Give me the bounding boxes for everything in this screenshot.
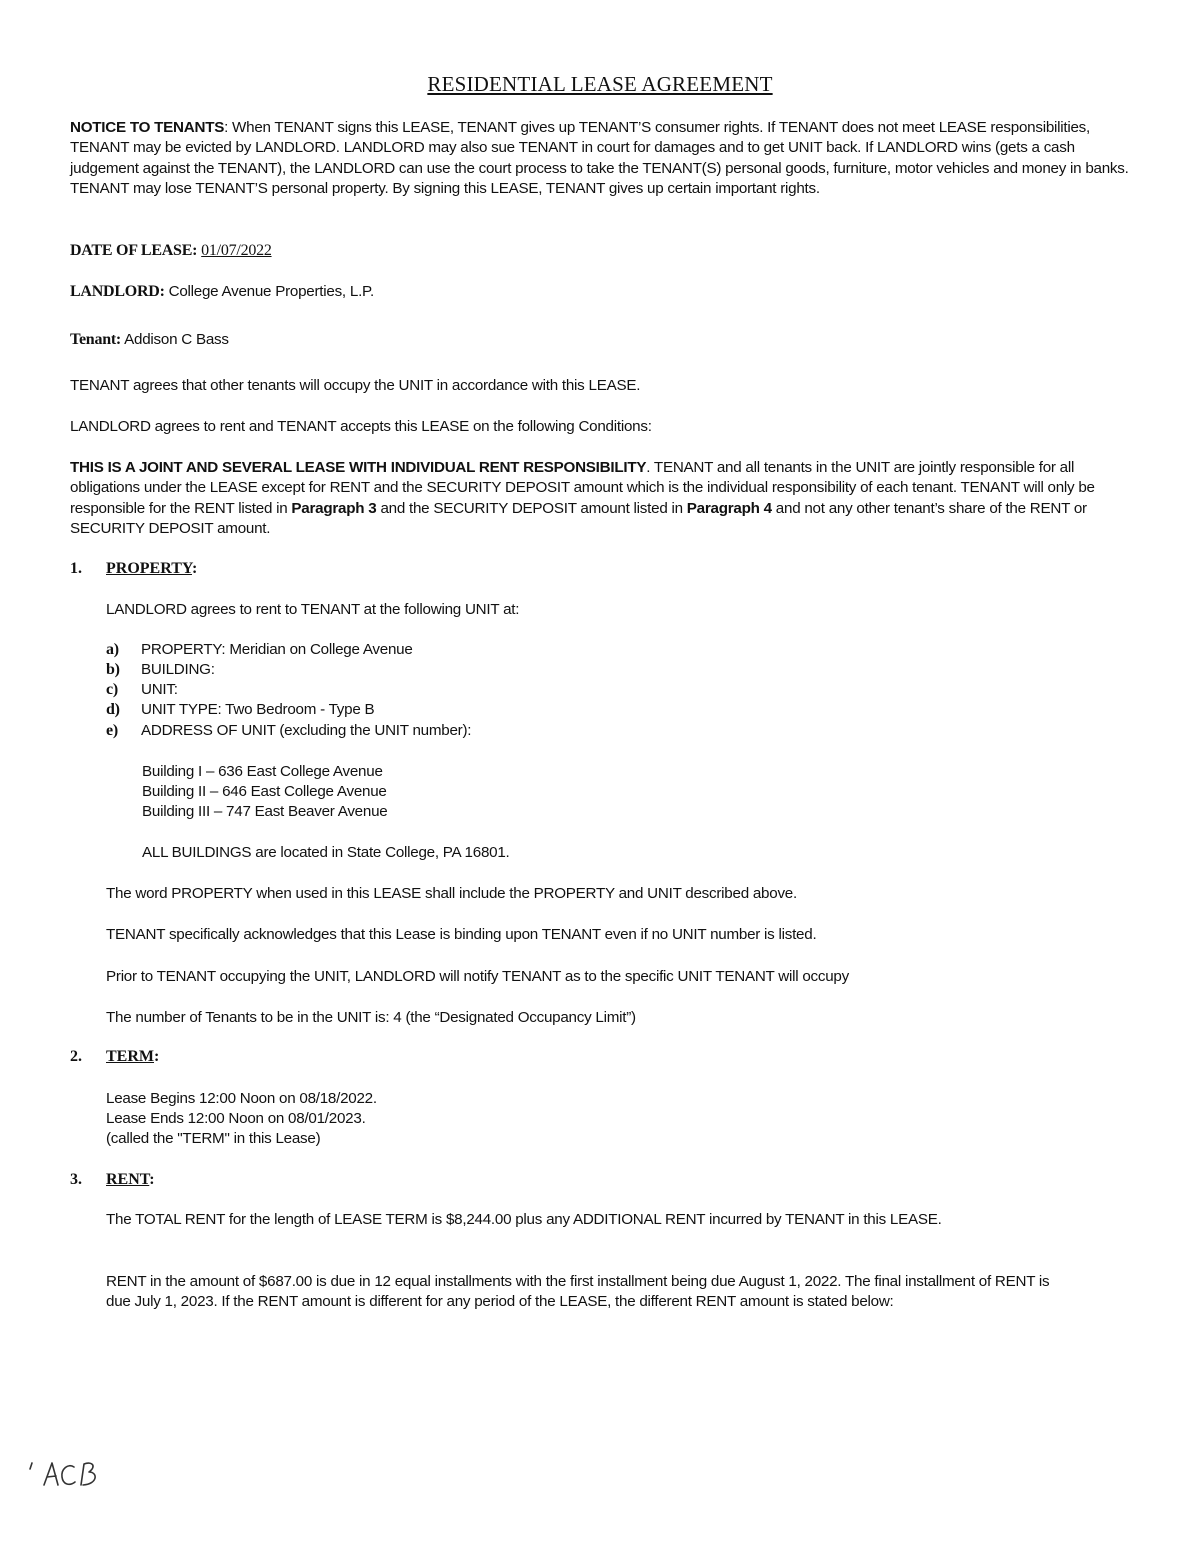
section-1-colon: : <box>191 560 198 577</box>
unit-notification: Prior to TENANT occupying the UNIT, LANDLORD will notify TENANT as to the specific UNIT TENANT will occupy <box>106 968 849 985</box>
paragraph-4-ref: Paragraph 4 <box>686 499 772 517</box>
section-3-colon: : <box>149 1171 155 1188</box>
date-of-lease-label: DATE OF LEASE: <box>70 242 198 259</box>
section-2-heading <box>106 1048 159 1066</box>
tenant-line <box>70 330 1132 350</box>
joint-several-heading: THIS IS A JOINT AND SEVERAL LEASE WITH INDIVIDUAL RENT RESPONSIBILITY <box>70 459 647 476</box>
notice-text: : When TENANT signs this LEASE, TENANT gives up TENANT’S consumer rights. If TENANT does not meet LEASE responsibilities, TENANT may be evicted by LANDLORD. LANDLORD may also sue TENANT in court for damages and to get UNIT back. If LANDLORD wins (gets a cash judgement against the TENANT), the LANDLORD can use the court process to take the TENANT(S) personal goods, furniture, motor vehicles and money in banks. TENANT may lose TENANT’S personal property. By signing this LEASE, TENANT gives up certain important rights. <box>70 119 1129 197</box>
joint-several-paragraph <box>70 458 1132 539</box>
property-definition: The word PROPERTY when used in this LEASE shall include the PROPERTY and UNIT described above. <box>106 885 797 902</box>
list-item <box>106 680 178 700</box>
section-1-intro: LANDLORD agrees to rent to TENANT at the following UNIT at: <box>106 601 520 618</box>
section-3-number: 3. <box>70 1171 82 1188</box>
building-address: Building I – 636 East College Avenue <box>142 763 383 780</box>
occupancy-paragraph: TENANT agrees that other tenants will occupy the UNIT in accordance with this LEASE. <box>70 377 641 394</box>
landlord-value: College Avenue Properties, L.P. <box>168 283 374 300</box>
joint-text-a: . TENANT and all tenants in the UNIT are jointly responsible for all obligations under the LEASE except for RENT and the SECURITY DEPOSIT amount which is the individual responsibility of each tenant. TENANT will only be responsible for the RENT listed in <box>70 459 1095 517</box>
section-1-heading <box>106 560 197 578</box>
joint-text-b: and the SECURITY DEPOSIT amount listed in <box>376 499 687 517</box>
section-1-number: 1. <box>70 560 82 577</box>
list-text: UNIT: <box>141 681 178 698</box>
list-text: PROPERTY: Meridian on College Avenue <box>141 641 413 658</box>
joint-text-c: and not any other tenant’s share of the RENT or SECURITY DEPOSIT amount. <box>70 499 1087 537</box>
all-buildings-location: ALL BUILDINGS are located in State College, PA 16801. <box>142 844 510 861</box>
list-item <box>106 660 215 680</box>
tenant-label: Tenant: <box>70 331 122 348</box>
list-marker: c) <box>106 681 118 698</box>
building-address: Building II – 646 East College Avenue <box>142 783 387 800</box>
list-item <box>106 700 374 720</box>
section-2-colon: : <box>154 1048 160 1065</box>
date-of-lease-value: 01/07/2022 <box>201 242 272 259</box>
initials-signature <box>28 1455 108 1495</box>
section-3-heading <box>106 1171 155 1189</box>
list-marker: d) <box>106 701 120 718</box>
document-title: RESIDENTIAL LEASE AGREEMENT <box>427 72 773 96</box>
occupancy-limit: The number of Tenants to be in the UNIT is: 4 (the “Designated Occupancy Limit”) <box>106 1009 636 1026</box>
conditions-paragraph: LANDLORD agrees to rent and TENANT accepts this LEASE on the following Conditions: <box>70 418 652 435</box>
lease-ends: Lease Ends 12:00 Noon on 08/01/2023. <box>106 1110 366 1127</box>
tenant-value: Addison C Bass <box>124 331 229 348</box>
list-marker: b) <box>106 661 120 678</box>
term-definition: (called the "TERM" in this Lease) <box>106 1130 321 1147</box>
list-text: UNIT TYPE: Two Bedroom - Type B <box>141 701 375 718</box>
rent-installments: RENT in the amount of $687.00 is due in 12 equal installments with the first installment being due August 1, 2022. The final installment of RENT is due July 1, 2023. If the RENT amount is different for any period of the LEASE, the different RENT amount is stated below: <box>106 1273 1050 1311</box>
landlord-label: LANDLORD: <box>70 283 165 300</box>
list-item <box>106 721 471 741</box>
date-of-lease <box>70 241 1132 261</box>
unit-acknowledgement: TENANT specifically acknowledges that this Lease is binding upon TENANT even if no UNIT number is listed. <box>106 926 817 943</box>
landlord-line <box>70 282 1132 302</box>
lease-begins: Lease Begins 12:00 Noon on 08/18/2022. <box>106 1090 377 1107</box>
notice-label: NOTICE TO TENANTS <box>70 119 225 136</box>
section-3-title: RENT <box>106 1171 150 1188</box>
list-item <box>106 640 413 660</box>
building-address: Building III – 747 East Beaver Avenue <box>142 803 388 820</box>
section-1-title: PROPERTY <box>106 560 192 577</box>
list-marker: a) <box>106 641 119 658</box>
notice-paragraph <box>70 118 1132 199</box>
section-2-number: 2. <box>70 1048 82 1065</box>
list-text: BUILDING: <box>141 661 215 678</box>
total-rent: The TOTAL RENT for the length of LEASE TERM is $8,244.00 plus any ADDITIONAL RENT incurred by TENANT in this LEASE. <box>106 1211 942 1228</box>
list-marker: e) <box>106 722 118 739</box>
paragraph-3-ref: Paragraph 3 <box>291 499 377 517</box>
list-text: ADDRESS OF UNIT (excluding the UNIT number): <box>141 722 472 739</box>
section-2-title: TERM <box>106 1048 154 1065</box>
